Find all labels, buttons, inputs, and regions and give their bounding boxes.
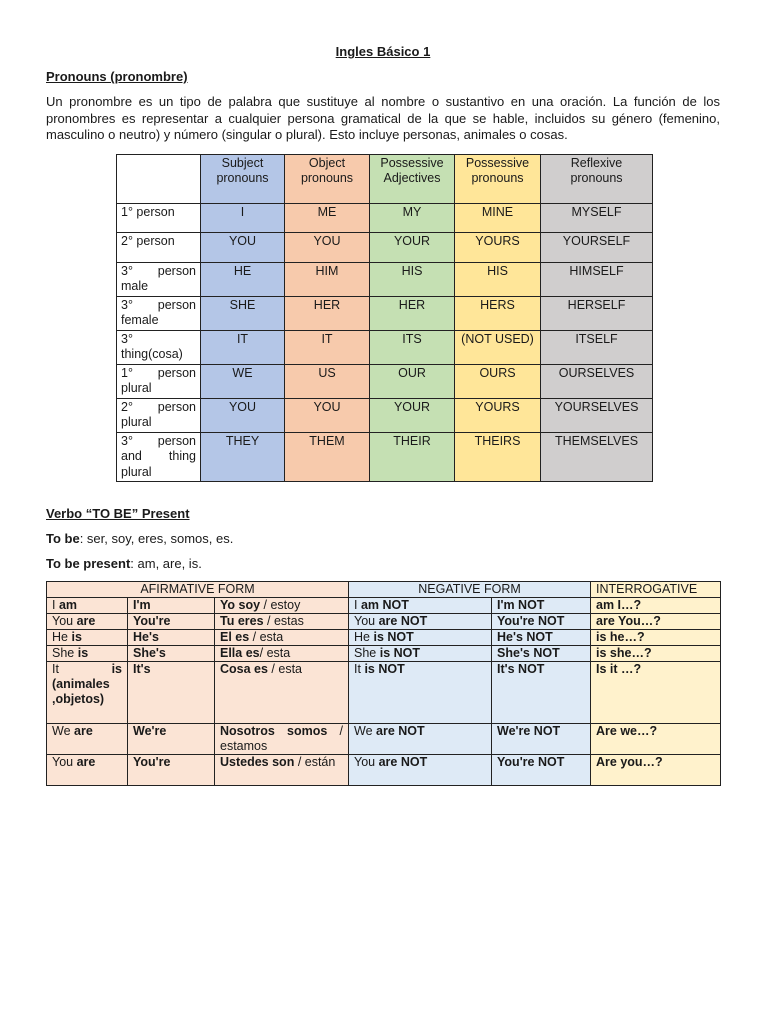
interrogative-cell: Are you…? <box>591 755 721 786</box>
possessive-adjective-cell: OUR <box>370 364 455 398</box>
to-be-section-title: Verbo “TO BE” Present <box>46 506 190 521</box>
to-be-row <box>47 598 721 614</box>
header-affirmative-form: AFIRMATIVE FORM <box>47 582 349 598</box>
pronoun-row-label: 3° person male <box>117 262 201 296</box>
translation-bold: Nosotros somos <box>220 724 328 738</box>
interrogative-cell: is she…? <box>591 646 721 662</box>
subject-text: We <box>354 724 373 738</box>
possessive-pronoun-cell: HIS <box>455 262 541 296</box>
pronouns-corner-cell <box>117 154 201 203</box>
interrogative-cell: Is it …? <box>591 662 721 724</box>
negative-contraction-cell: She's NOT <box>492 646 591 662</box>
spanish-translation-cell <box>215 614 349 630</box>
possessive-pronoun-cell: YOURS <box>455 398 541 432</box>
subject-text: She <box>354 646 377 660</box>
translation-alt: / esta <box>259 646 291 660</box>
pronoun-row-label: 3° person female <box>117 296 201 330</box>
pronoun-row-label: 1° person <box>117 203 201 232</box>
verb-text: are NOT <box>376 724 425 738</box>
object-pronoun-cell: US <box>285 364 370 398</box>
interrogative-cell: Are we…? <box>591 724 721 755</box>
negative-full-cell <box>349 646 492 662</box>
header-object-pronouns: Object pronouns <box>285 154 370 203</box>
spanish-translation-cell <box>215 646 349 662</box>
affirmative-contraction-cell: She's <box>128 646 215 662</box>
pronouns-row <box>117 203 653 232</box>
to-be-row <box>47 755 721 786</box>
header-interrogative: INTERROGATIVE <box>591 582 721 598</box>
negative-full-cell <box>349 755 492 786</box>
reflexive-pronoun-cell: OURSELVES <box>541 364 653 398</box>
verb-text: are NOT <box>378 614 428 628</box>
subject-pronoun-cell: HE <box>201 262 285 296</box>
subject-pronoun-cell: SHE <box>201 296 285 330</box>
negative-full-cell <box>349 598 492 614</box>
object-pronoun-cell: YOU <box>285 232 370 262</box>
pronouns-row <box>117 296 653 330</box>
pronouns-row <box>117 262 653 296</box>
to-be-row <box>47 614 721 630</box>
document-title: Ingles Básico 1 <box>335 44 431 59</box>
possessive-pronoun-cell: MINE <box>455 203 541 232</box>
possessive-adjective-cell: HIS <box>370 262 455 296</box>
translation-bold: Tu eres <box>220 614 264 628</box>
subject-text: It <box>52 662 59 676</box>
subject-text: We <box>52 724 71 738</box>
to-be-row <box>47 662 721 724</box>
to-be-present-definition <box>46 556 720 571</box>
affirmative-full-cell <box>47 724 128 755</box>
reflexive-pronoun-cell: THEMSELVES <box>541 432 653 482</box>
header-possessive-adjectives: Possessive Adjectives <box>370 154 455 203</box>
verb-text: is (animales ,objetos) <box>52 662 122 706</box>
pronouns-table <box>116 154 653 483</box>
affirmative-full-cell <box>47 755 128 786</box>
document-page <box>46 40 720 786</box>
subject-text: I <box>354 598 358 612</box>
possessive-adjective-cell: HER <box>370 296 455 330</box>
translation-bold: Ella es <box>220 646 260 660</box>
subject-text: You <box>354 614 376 628</box>
negative-full-cell <box>349 724 492 755</box>
possessive-pronoun-cell: THEIRS <box>455 432 541 482</box>
negative-contraction-cell: It's NOT <box>492 662 591 724</box>
to-be-header-row <box>47 582 721 598</box>
possessive-adjective-cell: THEIR <box>370 432 455 482</box>
spanish-translation-cell <box>215 724 349 755</box>
subject-pronoun-cell: IT <box>201 330 285 364</box>
translation-alt: / estas <box>263 614 304 628</box>
translation-bold: El es <box>220 630 250 644</box>
pronouns-intro-paragraph: Un pronombre es un tipo de palabra que sustituye al nombre o sustantivo en una oración. La función de los pronombres es representar a cualquier persona gramatical de la que se hable, incluidos su género (femenino, masculino o neutro) y número (singular o plural). Esto incluye personas, animales o cosas. <box>46 94 720 142</box>
interrogative-cell: is he…? <box>591 630 721 646</box>
to-be-definition <box>46 531 720 546</box>
affirmative-full-cell <box>47 598 128 614</box>
possessive-adjective-cell: YOUR <box>370 398 455 432</box>
verb-text: is <box>77 646 89 660</box>
to-be-label: To be <box>46 531 80 546</box>
pronoun-row-label: 3° thing(cosa) <box>117 330 201 364</box>
reflexive-pronoun-cell: MYSELF <box>541 203 653 232</box>
translation-alt: / estoy <box>260 598 301 612</box>
subject-text: You <box>52 755 74 769</box>
translation-bold: Ustedes son <box>220 755 295 769</box>
interrogative-cell: am I…? <box>591 598 721 614</box>
affirmative-full-cell <box>47 662 128 724</box>
verb-text: am <box>58 598 78 612</box>
translation-alt: / esta <box>267 662 302 676</box>
translation-alt: / esta <box>249 630 284 644</box>
pronouns-header-row <box>117 154 653 203</box>
verb-text: is NOT <box>373 630 414 644</box>
affirmative-full-cell <box>47 630 128 646</box>
pronouns-row <box>117 232 653 262</box>
translation-alt: / estamos <box>220 724 344 753</box>
object-pronoun-cell: HIM <box>285 262 370 296</box>
subject-pronoun-cell: YOU <box>201 232 285 262</box>
negative-contraction-cell: I'm NOT <box>492 598 591 614</box>
possessive-pronoun-cell: YOURS <box>455 232 541 262</box>
negative-full-cell <box>349 662 492 724</box>
verb-text: is NOT <box>364 662 405 676</box>
reflexive-pronoun-cell: HIMSELF <box>541 262 653 296</box>
affirmative-contraction-cell: You're <box>128 614 215 630</box>
header-negative-form: NEGATIVE FORM <box>349 582 591 598</box>
reflexive-pronoun-cell: YOURSELF <box>541 232 653 262</box>
header-reflexive-pronouns: Reflexive pronouns <box>541 154 653 203</box>
spanish-translation-cell <box>215 662 349 724</box>
affirmative-full-cell <box>47 614 128 630</box>
negative-contraction-cell: We're NOT <box>492 724 591 755</box>
pronoun-row-label: 2° person <box>117 232 201 262</box>
translation-bold: Yo soy <box>220 598 261 612</box>
verb-text: are <box>74 724 93 738</box>
negative-contraction-cell: You're NOT <box>492 755 591 786</box>
negative-contraction-cell: He's NOT <box>492 630 591 646</box>
affirmative-contraction-cell: He's <box>128 630 215 646</box>
to-be-row <box>47 646 721 662</box>
verb-text: are NOT <box>378 755 428 769</box>
possessive-adjective-cell: YOUR <box>370 232 455 262</box>
possessive-pronoun-cell: HERS <box>455 296 541 330</box>
object-pronoun-cell: YOU <box>285 398 370 432</box>
pronouns-row <box>117 398 653 432</box>
possessive-adjective-cell: ITS <box>370 330 455 364</box>
spanish-translation-cell <box>215 630 349 646</box>
subject-text: I <box>52 598 56 612</box>
affirmative-contraction-cell: You're <box>128 755 215 786</box>
verb-text: are <box>76 614 96 628</box>
subject-text: She <box>52 646 75 660</box>
subject-pronoun-cell: YOU <box>201 398 285 432</box>
to-be-row <box>47 630 721 646</box>
to-be-table <box>46 581 721 786</box>
subject-pronoun-cell: THEY <box>201 432 285 482</box>
negative-full-cell <box>349 630 492 646</box>
spanish-translation-cell <box>215 755 349 786</box>
to-be-row <box>47 724 721 755</box>
possessive-pronoun-cell: OURS <box>455 364 541 398</box>
pronoun-row-label: 2° person plural <box>117 398 201 432</box>
negative-full-cell <box>349 614 492 630</box>
subject-pronoun-cell: I <box>201 203 285 232</box>
to-be-meaning: : ser, soy, eres, somos, es. <box>79 531 234 546</box>
object-pronoun-cell: HER <box>285 296 370 330</box>
affirmative-full-cell <box>47 646 128 662</box>
subject-text: It <box>354 662 361 676</box>
subject-text: You <box>52 614 74 628</box>
possessive-pronoun-cell: (NOT USED) <box>455 330 541 364</box>
pronouns-row <box>117 364 653 398</box>
subject-text: He <box>52 630 68 644</box>
pronouns-section-title: Pronouns (pronombre) <box>46 69 188 84</box>
negative-contraction-cell: You're NOT <box>492 614 591 630</box>
object-pronoun-cell: IT <box>285 330 370 364</box>
header-possessive-pronouns: Possessive pronouns <box>455 154 541 203</box>
reflexive-pronoun-cell: YOURSELVES <box>541 398 653 432</box>
affirmative-contraction-cell: It's <box>128 662 215 724</box>
to-be-present-forms: : am, are, is. <box>130 556 202 571</box>
header-subject-pronouns: Subject pronouns <box>201 154 285 203</box>
verb-text: are <box>76 755 96 769</box>
interrogative-cell: are You…? <box>591 614 721 630</box>
possessive-adjective-cell: MY <box>370 203 455 232</box>
translation-bold: Cosa es <box>220 662 268 676</box>
spanish-translation-cell <box>215 598 349 614</box>
reflexive-pronoun-cell: HERSELF <box>541 296 653 330</box>
verb-text: am NOT <box>360 598 409 612</box>
pronoun-row-label: 1° person plural <box>117 364 201 398</box>
translation-alt: / están <box>294 755 336 769</box>
affirmative-contraction-cell: I'm <box>128 598 215 614</box>
to-be-present-label: To be present <box>46 556 131 571</box>
subject-text: You <box>354 755 376 769</box>
subject-text: He <box>354 630 370 644</box>
object-pronoun-cell: ME <box>285 203 370 232</box>
affirmative-contraction-cell: We're <box>128 724 215 755</box>
pronoun-row-label: 3° person and thing plural <box>117 432 201 482</box>
pronouns-row <box>117 330 653 364</box>
object-pronoun-cell: THEM <box>285 432 370 482</box>
reflexive-pronoun-cell: ITSELF <box>541 330 653 364</box>
pronouns-row <box>117 432 653 482</box>
verb-text: is NOT <box>379 646 421 660</box>
subject-pronoun-cell: WE <box>201 364 285 398</box>
verb-text: is <box>71 630 82 644</box>
